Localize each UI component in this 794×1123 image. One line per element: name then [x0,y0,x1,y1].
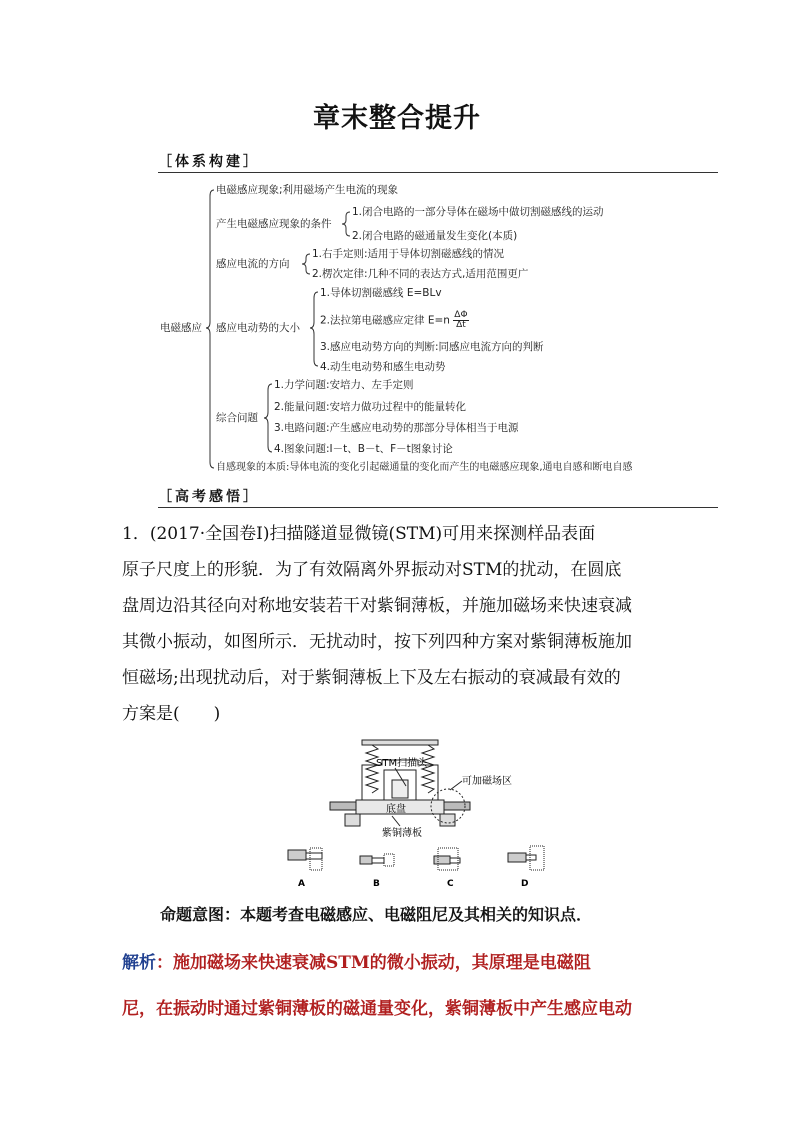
tree-branch-conditions: 产生电磁感应现象的条件 [216,218,332,230]
tree-branch-direction: 感应电流的方向 [216,258,290,270]
option-b-label: B [373,879,380,889]
question-line: 盘周边沿其径向对称地安装若干对紫铜薄板，并施加磁场来快速衰减 [122,596,632,616]
tree-branch-emf-magnitude: 感应电动势的大小 [216,322,300,334]
tree-item: 2.闭合电路的磁通量发生变化(本质) [352,230,518,242]
fraction-numerator: ΔΦ [454,310,468,320]
tree-branch-comprehensive: 综合问题 [216,412,258,424]
tree-item: 2.楞次定律:几种不同的表达方式,适用范围更广 [312,268,529,280]
option-a-diagram [288,848,322,870]
tree-item: 3.感应电动势方向的判断:同感应电流方向的判断 [320,341,544,353]
question-line: 恒磁场;出现扰动后，对于紫铜薄板上下及左右振动的衰减最有效的 [122,668,621,688]
label-field-region: 可加磁场区 [462,776,512,787]
option-c-diagram [434,848,460,870]
option-a-label: A [298,879,305,889]
tree-item: 4.动生电动势和感生电动势 [320,361,446,373]
label-stm-head: STM扫描头 [376,758,428,769]
question-line: 方案是( ) [122,704,221,724]
analysis-label: 解析 [122,953,156,973]
label-base: 底盘 [386,804,406,815]
tree-branch-phenomenon: 电磁感应现象;利用磁场产生电流的现象 [216,184,399,196]
analysis-text [122,940,682,1032]
tree-root: 电磁感应 [160,322,202,334]
analysis-line-text: ：施加磁场来快速衰减STM的微小振动，其原理是电磁阻 [156,953,591,973]
tree-branch-self-induction: 自感现象的本质:导体电流的变化引起磁通量的变化而产生的电磁感应现象,通电自感和断电自感 [216,462,633,473]
section-heading-text: ［体系构建］ [158,154,260,170]
copper-plate-right [444,802,470,810]
option-d-diagram [508,846,544,870]
tree-item: 4.图象问题:I－t、B－t、F－t图象讨论 [274,443,453,455]
question-intent: 命题意图：本题考查电磁感应、电磁阻尼及其相关的知识点． [160,905,593,924]
analysis-line [122,940,682,986]
question-line: 原子尺度上的形貌．为了有效隔离外界振动对STM的扰动，在圆底 [122,560,622,580]
section-heading-text: ［高考感悟］ [158,489,260,505]
option-d-label: D [521,879,529,889]
question-line: 其微小振动，如图所示．无扰动时，按下列四种方案对紫铜薄板施加 [122,632,632,652]
ceiling-mount [362,740,438,745]
tree-item: 1.闭合电路的一部分导体在磁场中做切割磁感线的运动 [352,206,604,218]
question-line: 1．(2017·全国卷Ⅰ)扫描隧道显微镜(STM)可用来探测样品表面 [122,524,596,544]
tree-item: 2.能量问题:安培力做功过程中的能量转化 [274,401,467,413]
option-b-diagram [360,854,394,866]
option-c-label: C [447,879,454,889]
tree-item: 1.导体切割磁感线 E=BLv [320,287,442,299]
tree-item: 1.力学问题:安培力、左手定则 [274,379,414,391]
fraction-denominator: Δt [456,320,466,330]
label-plate: 紫铜薄板 [382,828,422,839]
faraday-text: 2.法拉第电磁感应定律 E=n [320,314,450,327]
tree-item: 1.右手定则:适用于导体切割磁感线的情况 [312,248,505,260]
tree-item: 3.电路问题:产生感应电动势的那部分导体相当于电源 [274,422,519,434]
copper-plate-left [330,802,356,810]
spring-right [422,745,434,793]
analysis-line: 尼，在振动时通过紫铜薄板的磁通量变化，紫铜薄板中产生感应电动 [122,999,632,1019]
page-title: 章末整合提升 [313,103,481,134]
spring-left [366,745,378,793]
